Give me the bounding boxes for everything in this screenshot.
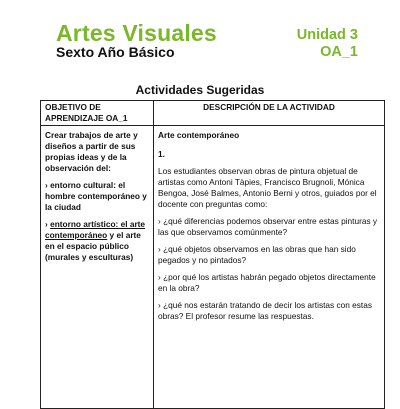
objective-cell: [41, 126, 154, 409]
description-header: DESCRIPCIÓN DE LA ACTIVIDAD: [154, 101, 385, 126]
activity-question: › ¿por qué los artistas habrán pegado objetos directamente en la obra?: [158, 272, 376, 293]
objective-code: OA_1: [320, 44, 358, 60]
description-cell: [154, 126, 385, 409]
unit-label: Unidad 3: [296, 27, 358, 43]
activity-number: 1.: [158, 149, 165, 159]
objective-header: OBJETIVO DE APRENDIZAJE OA_1: [41, 101, 154, 126]
objective-item-artistic: [45, 219, 149, 263]
objective-item-artistic-rest: y el arte en el espacio público (murales y esculturas): [45, 230, 141, 262]
activity-question: › ¿qué diferencias podemos observar entre estas pinturas y las que observamos comúnmente?: [158, 216, 378, 237]
grade-subtitle: Sexto Año Básico: [56, 44, 175, 60]
objective-item-cultural: › entorno cultural: el hombre contemporáneo y la ciudad: [45, 180, 147, 212]
objective-item-artistic-bullet: ›: [45, 219, 51, 229]
objective-intro: Crear trabajos de arte y diseños a partir de sus propias ideas y de la observación del:: [45, 130, 138, 173]
section-title: Actividades Sugeridas: [135, 83, 265, 97]
objective-item-artistic-underlined: entorno artístico: el arte contemporáneo: [45, 219, 146, 240]
activity-title: Arte contemporáneo: [158, 130, 240, 140]
activities-table: [40, 100, 385, 409]
table-row: [41, 126, 385, 409]
activity-question: › ¿qué objetos observamos en las obras que han sido pegados y no pintados?: [158, 244, 356, 265]
table-header-row: [41, 101, 385, 126]
subject-title: Artes Visuales: [56, 20, 217, 46]
activity-paragraph: Los estudiantes observan obras de pintura objetual de artistas como Antoni Tàpies, Francisco Brugnoli, Mónica Bengoa, José Balmes, Antonio Berni y otros, guiados por el docente con preguntas como:: [158, 166, 377, 209]
activity-question: › ¿qué nos estarán tratando de decir los artistas con estas obras? El profesor resume las respuestas.: [158, 300, 372, 321]
